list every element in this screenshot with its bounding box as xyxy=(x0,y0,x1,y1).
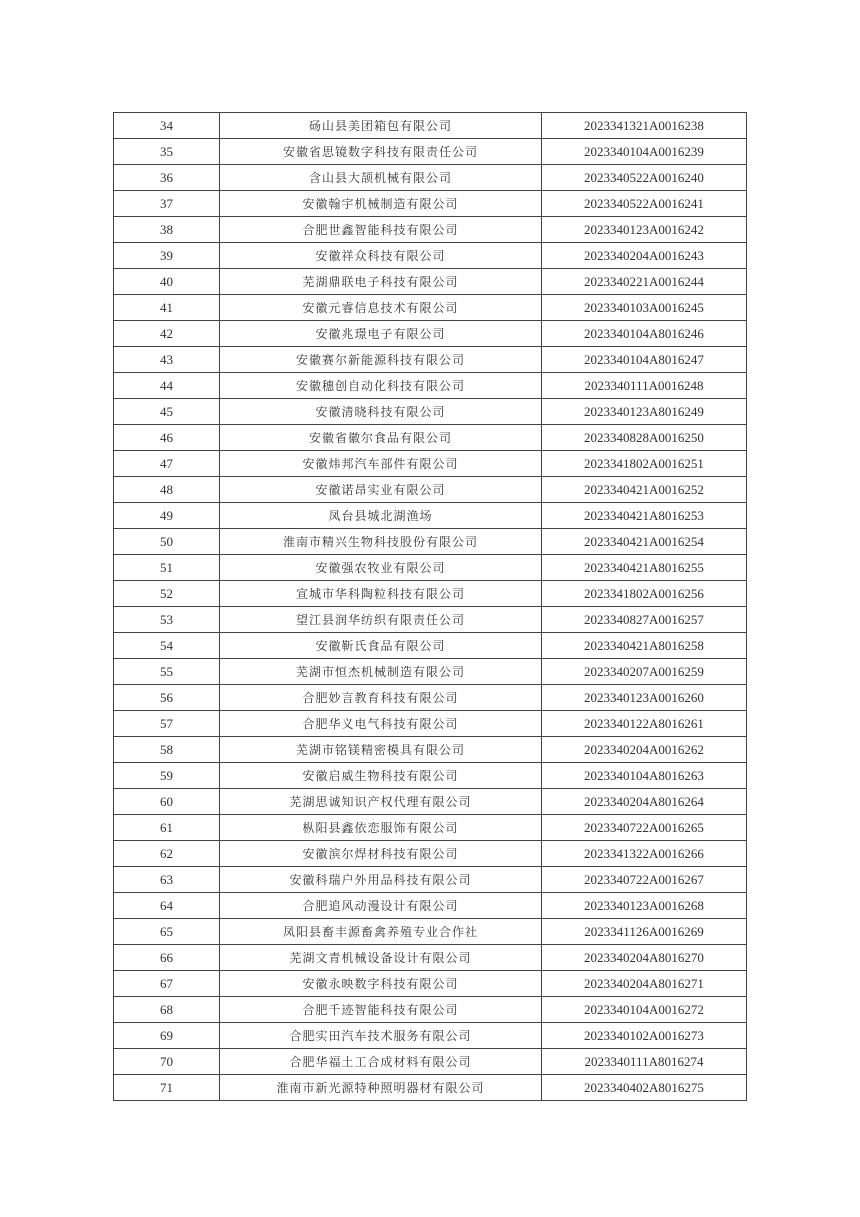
table-row xyxy=(114,919,747,945)
table-row xyxy=(114,789,747,815)
registration-code: 2023340421A8016258 xyxy=(542,633,747,659)
company-name: 安徽启威生物科技有限公司 xyxy=(220,763,542,789)
company-name: 安徽永映数字科技有限公司 xyxy=(220,971,542,997)
row-number: 57 xyxy=(114,711,220,737)
registration-code: 2023341802A0016256 xyxy=(542,581,747,607)
table-row xyxy=(114,399,747,425)
table-row xyxy=(114,451,747,477)
registration-code: 2023340122A8016261 xyxy=(542,711,747,737)
registration-code: 2023340828A0016250 xyxy=(542,425,747,451)
row-number: 61 xyxy=(114,815,220,841)
row-number: 70 xyxy=(114,1049,220,1075)
company-name: 合肥世鑫智能科技有限公司 xyxy=(220,217,542,243)
registration-code: 2023340204A8016271 xyxy=(542,971,747,997)
table-row xyxy=(114,373,747,399)
company-name: 淮南市新光源特种照明器材有限公司 xyxy=(220,1075,542,1101)
row-number: 60 xyxy=(114,789,220,815)
registration-code: 2023340104A8016263 xyxy=(542,763,747,789)
row-number: 66 xyxy=(114,945,220,971)
table-row xyxy=(114,1023,747,1049)
row-number: 52 xyxy=(114,581,220,607)
table-row xyxy=(114,971,747,997)
table-row xyxy=(114,269,747,295)
table-row xyxy=(114,503,747,529)
registration-code: 2023340104A8016247 xyxy=(542,347,747,373)
registration-code: 2023341321A0016238 xyxy=(542,113,747,139)
company-name: 合肥追风动漫设计有限公司 xyxy=(220,893,542,919)
registration-code: 2023340522A0016240 xyxy=(542,165,747,191)
company-name: 望江县润华纺织有限责任公司 xyxy=(220,607,542,633)
registration-code: 2023340104A0016239 xyxy=(542,139,747,165)
company-name: 安徽穗创自动化科技有限公司 xyxy=(220,373,542,399)
registration-code: 2023340104A0016272 xyxy=(542,997,747,1023)
company-name: 枞阳县鑫依恋服饰有限公司 xyxy=(220,815,542,841)
row-number: 58 xyxy=(114,737,220,763)
company-name: 凤台县城北湖渔场 xyxy=(220,503,542,529)
table-row xyxy=(114,945,747,971)
company-name: 淮南市精兴生物科技股份有限公司 xyxy=(220,529,542,555)
table-row xyxy=(114,191,747,217)
table-row xyxy=(114,425,747,451)
table-row xyxy=(114,815,747,841)
table-row xyxy=(114,867,747,893)
row-number: 67 xyxy=(114,971,220,997)
table-row xyxy=(114,893,747,919)
registration-code: 2023340204A0016262 xyxy=(542,737,747,763)
registration-code: 2023340103A0016245 xyxy=(542,295,747,321)
company-name: 凤阳县畜丰源畜禽养殖专业合作社 xyxy=(220,919,542,945)
company-name: 砀山县美团箱包有限公司 xyxy=(220,113,542,139)
row-number: 38 xyxy=(114,217,220,243)
row-number: 68 xyxy=(114,997,220,1023)
registration-code: 2023340204A0016243 xyxy=(542,243,747,269)
table-row xyxy=(114,659,747,685)
table-row xyxy=(114,997,747,1023)
table-row xyxy=(114,321,747,347)
registration-code: 2023340207A0016259 xyxy=(542,659,747,685)
company-name: 芜湖市恒杰机械制造有限公司 xyxy=(220,659,542,685)
row-number: 34 xyxy=(114,113,220,139)
table-row xyxy=(114,295,747,321)
company-registration-table xyxy=(113,112,747,1101)
table-row xyxy=(114,633,747,659)
row-number: 53 xyxy=(114,607,220,633)
company-name: 安徽诺昂实业有限公司 xyxy=(220,477,542,503)
table-row xyxy=(114,1075,747,1101)
table-row xyxy=(114,711,747,737)
table-row xyxy=(114,737,747,763)
row-number: 43 xyxy=(114,347,220,373)
company-name: 安徽清晓科技有限公司 xyxy=(220,399,542,425)
registration-code: 2023340111A0016248 xyxy=(542,373,747,399)
table-row xyxy=(114,477,747,503)
company-name: 安徽省徽尔食品有限公司 xyxy=(220,425,542,451)
table-row xyxy=(114,763,747,789)
row-number: 40 xyxy=(114,269,220,295)
registration-code: 2023340827A0016257 xyxy=(542,607,747,633)
registration-code: 2023340104A8016246 xyxy=(542,321,747,347)
company-name: 安徽炜邦汽车部件有限公司 xyxy=(220,451,542,477)
company-name: 安徽赛尔新能源科技有限公司 xyxy=(220,347,542,373)
row-number: 55 xyxy=(114,659,220,685)
registration-code: 2023340421A0016252 xyxy=(542,477,747,503)
table-row xyxy=(114,217,747,243)
company-name: 宣城市华科陶粒科技有限公司 xyxy=(220,581,542,607)
company-name: 合肥实田汽车技术服务有限公司 xyxy=(220,1023,542,1049)
registration-code: 2023340421A0016254 xyxy=(542,529,747,555)
registration-code: 2023340111A8016274 xyxy=(542,1049,747,1075)
row-number: 50 xyxy=(114,529,220,555)
table-row xyxy=(114,243,747,269)
table-body xyxy=(114,113,747,1101)
table-row xyxy=(114,607,747,633)
row-number: 35 xyxy=(114,139,220,165)
table-row xyxy=(114,685,747,711)
registration-code: 2023340221A0016244 xyxy=(542,269,747,295)
company-name: 合肥妙言教育科技有限公司 xyxy=(220,685,542,711)
registration-code: 2023340123A0016242 xyxy=(542,217,747,243)
row-number: 59 xyxy=(114,763,220,789)
table-row xyxy=(114,1049,747,1075)
registration-code: 2023340123A8016249 xyxy=(542,399,747,425)
row-number: 46 xyxy=(114,425,220,451)
company-name: 合肥华义电气科技有限公司 xyxy=(220,711,542,737)
table-row xyxy=(114,555,747,581)
company-name: 安徽翰宇机械制造有限公司 xyxy=(220,191,542,217)
company-name: 安徽强农牧业有限公司 xyxy=(220,555,542,581)
row-number: 47 xyxy=(114,451,220,477)
row-number: 41 xyxy=(114,295,220,321)
row-number: 71 xyxy=(114,1075,220,1101)
table-row xyxy=(114,347,747,373)
company-name: 安徽兆璟电子有限公司 xyxy=(220,321,542,347)
row-number: 49 xyxy=(114,503,220,529)
company-name: 芜湖鼎联电子科技有限公司 xyxy=(220,269,542,295)
registration-code: 2023340204A8016270 xyxy=(542,945,747,971)
table-row xyxy=(114,139,747,165)
company-name: 芜湖思诚知识产权代理有限公司 xyxy=(220,789,542,815)
row-number: 64 xyxy=(114,893,220,919)
company-name: 合肥千迹智能科技有限公司 xyxy=(220,997,542,1023)
registration-code: 2023340722A0016267 xyxy=(542,867,747,893)
registration-code: 2023340123A0016260 xyxy=(542,685,747,711)
company-name: 合肥华福土工合成材料有限公司 xyxy=(220,1049,542,1075)
table-row xyxy=(114,113,747,139)
company-name: 安徽靳氏食品有限公司 xyxy=(220,633,542,659)
registration-code: 2023340421A8016253 xyxy=(542,503,747,529)
registration-code: 2023340722A0016265 xyxy=(542,815,747,841)
table-row xyxy=(114,841,747,867)
row-number: 45 xyxy=(114,399,220,425)
row-number: 42 xyxy=(114,321,220,347)
row-number: 69 xyxy=(114,1023,220,1049)
registration-code: 2023340102A0016273 xyxy=(542,1023,747,1049)
table-row xyxy=(114,165,747,191)
company-name: 安徽科瑞户外用品科技有限公司 xyxy=(220,867,542,893)
row-number: 63 xyxy=(114,867,220,893)
row-number: 39 xyxy=(114,243,220,269)
row-number: 48 xyxy=(114,477,220,503)
row-number: 36 xyxy=(114,165,220,191)
row-number: 56 xyxy=(114,685,220,711)
row-number: 51 xyxy=(114,555,220,581)
company-name: 芜湖市铭镁精密模具有限公司 xyxy=(220,737,542,763)
registration-code: 2023341322A0016266 xyxy=(542,841,747,867)
company-name: 芜湖文青机械设备设计有限公司 xyxy=(220,945,542,971)
registration-code: 2023340402A8016275 xyxy=(542,1075,747,1101)
registration-code: 2023340421A8016255 xyxy=(542,555,747,581)
company-name: 含山县大颉机械有限公司 xyxy=(220,165,542,191)
company-name: 安徽省思镜数字科技有限责任公司 xyxy=(220,139,542,165)
row-number: 54 xyxy=(114,633,220,659)
table-row xyxy=(114,581,747,607)
registration-code: 2023341126A0016269 xyxy=(542,919,747,945)
company-name: 安徽滨尔焊材科技有限公司 xyxy=(220,841,542,867)
row-number: 62 xyxy=(114,841,220,867)
row-number: 44 xyxy=(114,373,220,399)
row-number: 65 xyxy=(114,919,220,945)
row-number: 37 xyxy=(114,191,220,217)
registration-code: 2023340204A8016264 xyxy=(542,789,747,815)
table-row xyxy=(114,529,747,555)
company-name: 安徽元睿信息技术有限公司 xyxy=(220,295,542,321)
registration-code: 2023341802A0016251 xyxy=(542,451,747,477)
company-name: 安徽祥众科技有限公司 xyxy=(220,243,542,269)
registration-code: 2023340522A0016241 xyxy=(542,191,747,217)
registration-code: 2023340123A0016268 xyxy=(542,893,747,919)
